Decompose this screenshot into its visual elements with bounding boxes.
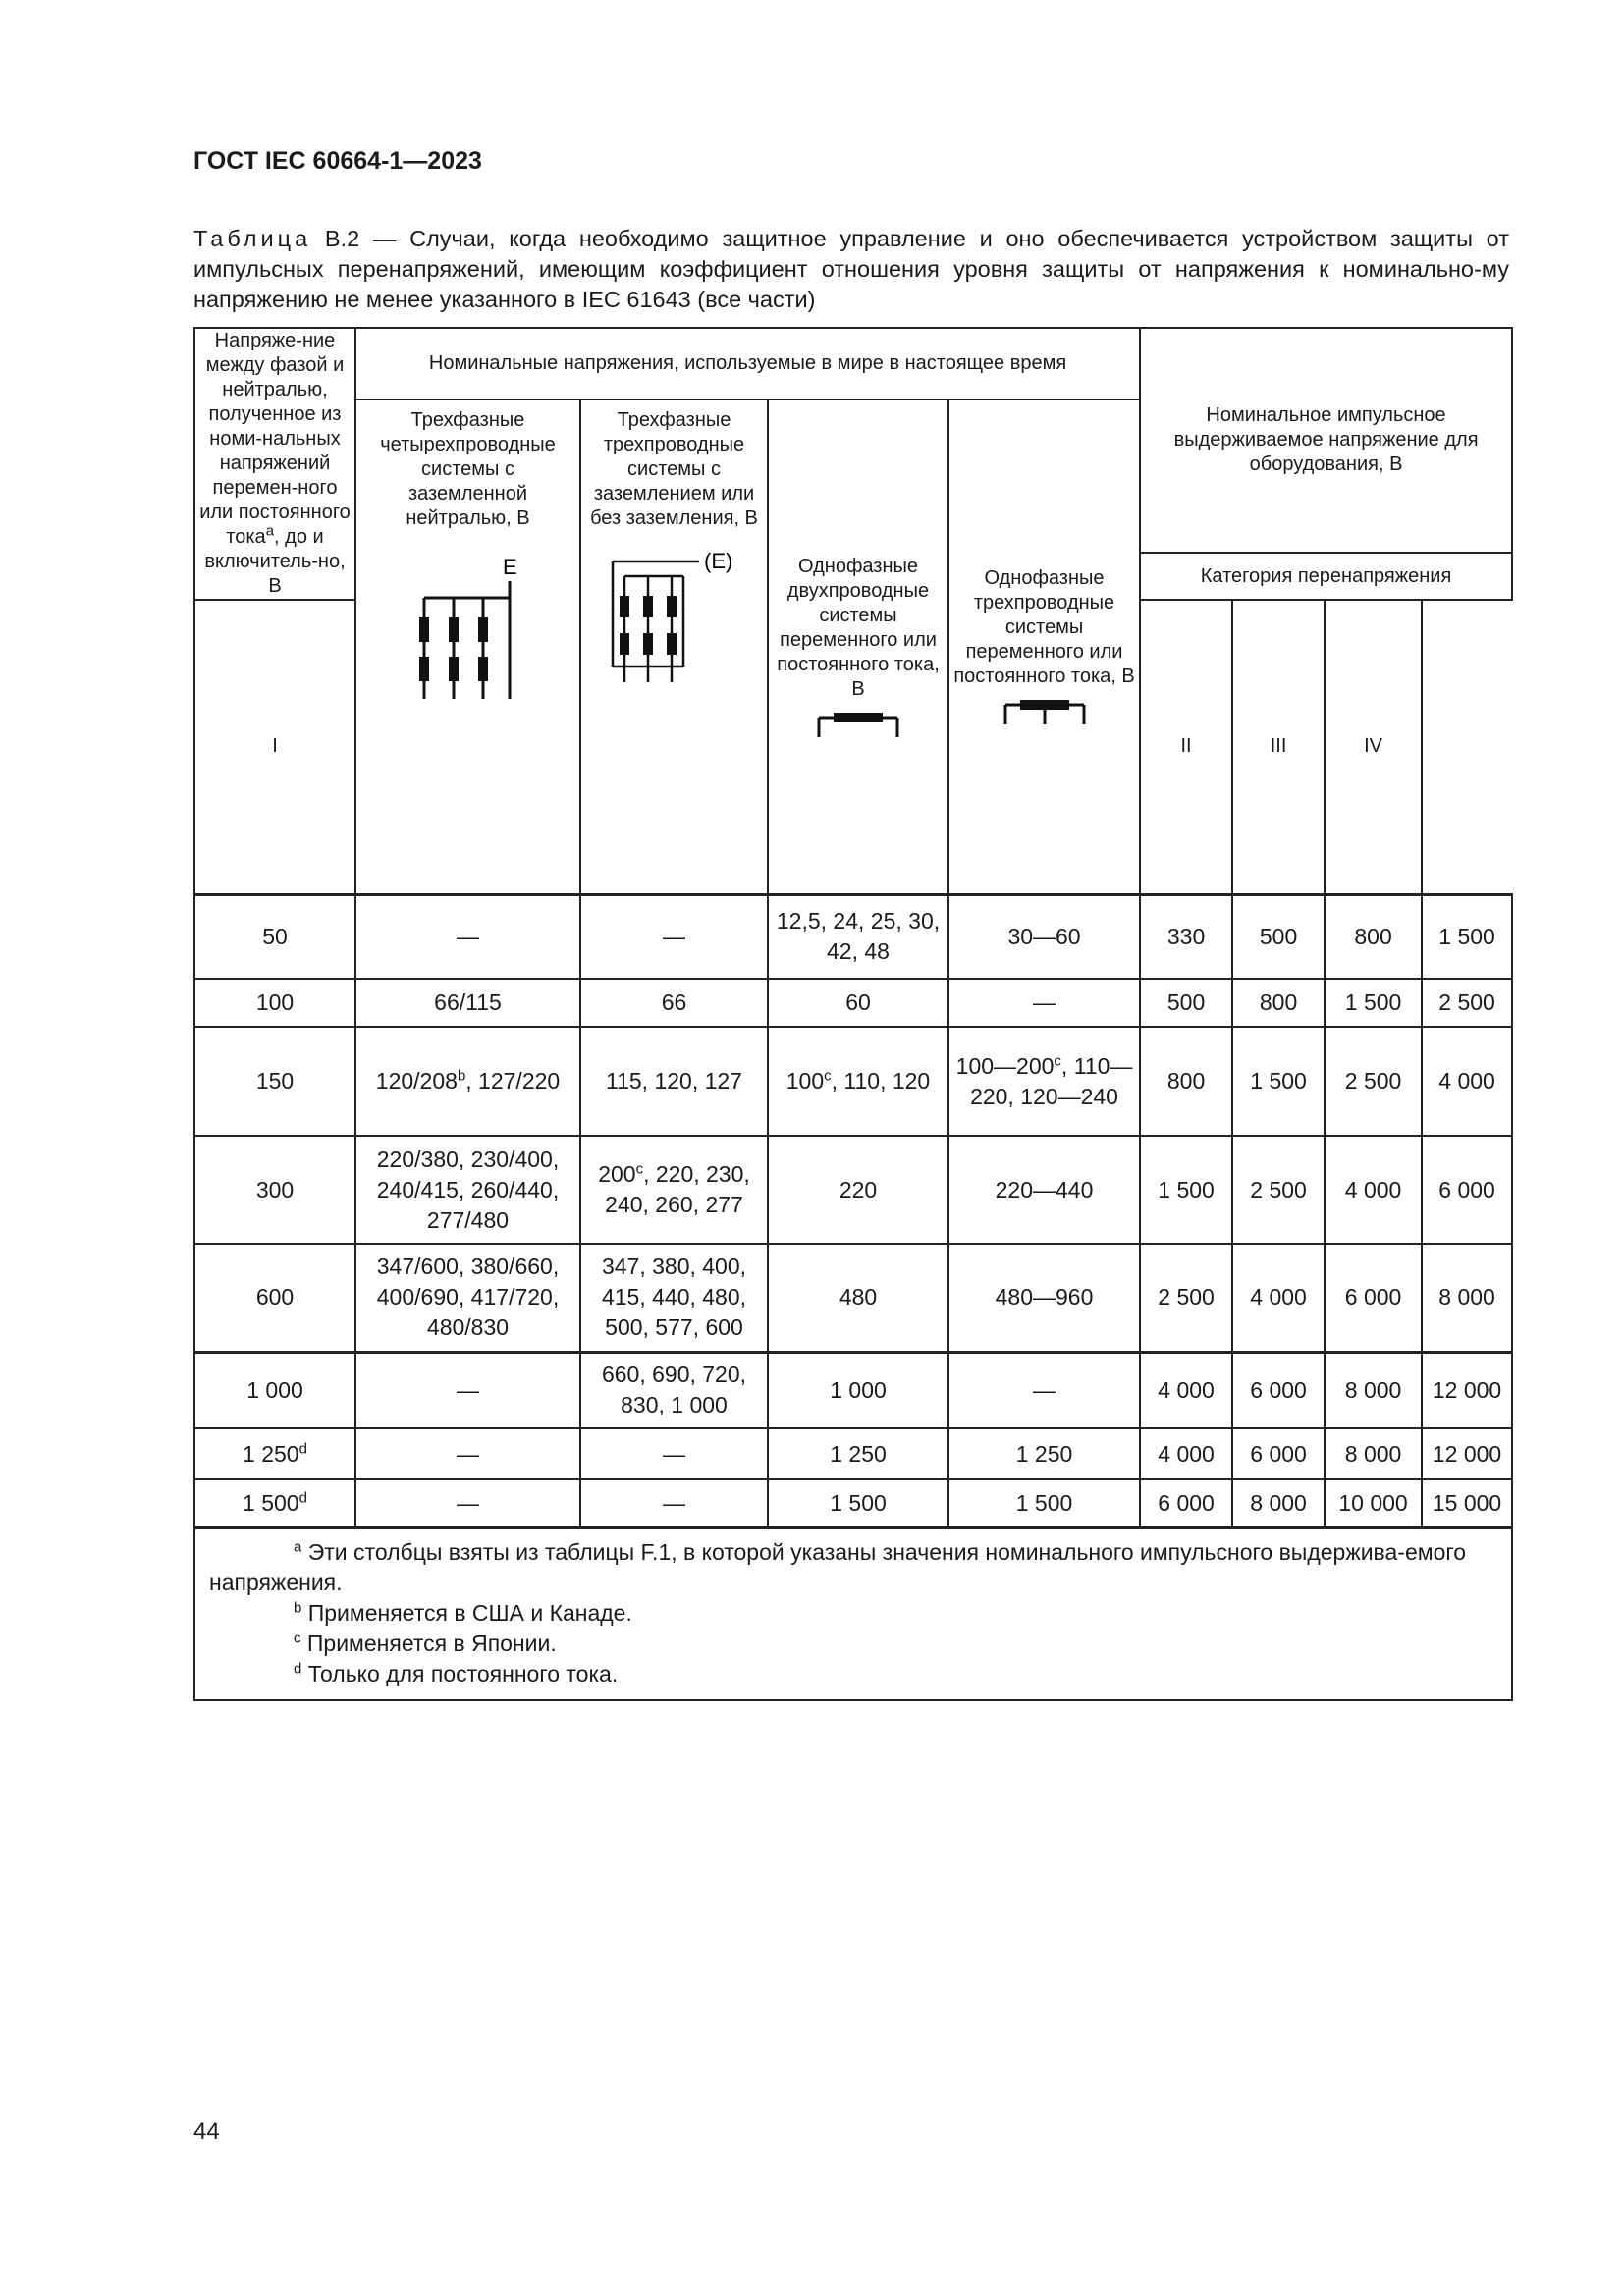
single-phase-2wire-diagram (814, 708, 902, 739)
cell-single-phase-2wire: 220 (768, 1136, 948, 1244)
cell-cat-II: 8 000 (1232, 1479, 1325, 1527)
cell-three-phase-4wire: — (355, 1352, 580, 1428)
cell-single-phase-3wire: 100—200$^c$, 110—220, 120—240 (948, 1027, 1140, 1136)
header-three-phase-4wire (355, 400, 580, 894)
cell-cat-III: 10 000 (1325, 1479, 1422, 1527)
table-row (194, 979, 1512, 1027)
table-row (194, 1479, 1512, 1527)
cell-cat-II: 4 000 (1232, 1244, 1325, 1352)
note-d: $^d$ Только для постоянного тока. (294, 1659, 619, 1686)
cell-three-phase-4wire: 120/208$^b$, 127/220 (355, 1027, 580, 1136)
page-number: 44 (193, 2118, 220, 2145)
cell-voltage: 100 (194, 979, 355, 1027)
cell-three-phase-3wire: — (580, 894, 768, 979)
cell-cat-I: 800 (1140, 1027, 1232, 1136)
three-phase-3wire-diagram (601, 537, 748, 684)
cell-cat-IV: 4 000 (1422, 1027, 1512, 1136)
cell-voltage: 1 500$^d$ (194, 1479, 355, 1527)
cell-voltage: 1 250$^d$ (194, 1428, 355, 1479)
cell-three-phase-4wire: — (355, 1479, 580, 1527)
cell-cat-II: 2 500 (1232, 1136, 1325, 1244)
cell-single-phase-3wire: 1 500 (948, 1479, 1140, 1527)
cell-cat-III: 8 000 (1325, 1428, 1422, 1479)
header-cat-I: I (194, 600, 355, 894)
cell-cat-III: 800 (1325, 894, 1422, 979)
header-single-phase-2wire (768, 400, 948, 894)
header-voltage: Напряже-ние между фазой и нейтралью, полученное из номи-нальных напряжений перемен-ного или постоянного тока$^a$, до и включитель-но, В (194, 328, 355, 600)
header-cat-III: III (1232, 600, 1325, 894)
cell-cat-IV: 2 500 (1422, 979, 1512, 1027)
cell-cat-IV: 1 500 (1422, 894, 1512, 979)
table-row (194, 894, 1512, 979)
cell-three-phase-3wire: 200$^c$, 220, 230, 240, 260, 277 (580, 1136, 768, 1244)
cell-cat-IV: 12 000 (1422, 1352, 1512, 1428)
cell-cat-IV: 12 000 (1422, 1428, 1512, 1479)
cell-voltage: 50 (194, 894, 355, 979)
table-row (194, 1136, 1512, 1244)
data-table (193, 327, 1513, 1701)
cell-three-phase-4wire: 347/600, 380/660, 400/690, 417/720, 480/830 (355, 1244, 580, 1352)
header-category: Категория перенапряжения (1140, 553, 1512, 600)
diagram-e-label: E (502, 555, 517, 579)
cell-cat-II: 6 000 (1232, 1352, 1325, 1428)
cell-cat-II: 500 (1232, 894, 1325, 979)
cell-three-phase-3wire: — (580, 1479, 768, 1527)
cell-voltage: 600 (194, 1244, 355, 1352)
cell-three-phase-3wire: 660, 690, 720, 830, 1 000 (580, 1352, 768, 1428)
cell-cat-III: 1 500 (1325, 979, 1422, 1027)
cell-voltage: 300 (194, 1136, 355, 1244)
cell-cat-IV: 15 000 (1422, 1479, 1512, 1527)
header-three-phase-4wire-label: Трехфазные четырехпроводные системы с заземленной нейтралью, В (380, 409, 556, 529)
header-single-phase-3wire-label: Однофазные трехпроводные системы переменного или постоянного тока, В (953, 567, 1135, 688)
cell-cat-I: 6 000 (1140, 1479, 1232, 1527)
notes-row (194, 1527, 1512, 1700)
cell-cat-IV: 6 000 (1422, 1136, 1512, 1244)
table-row (194, 1428, 1512, 1479)
cell-cat-II: 800 (1232, 979, 1325, 1027)
note-c: $^c$ Применяется в Японии. (294, 1629, 557, 1656)
table-row (194, 1244, 1512, 1352)
header-single-phase-3wire (948, 400, 1140, 894)
diagram-e-paren-label: (E) (703, 549, 732, 573)
note-b: $^b$ Применяется в США и Канаде. (294, 1598, 632, 1626)
table-caption (193, 224, 1509, 315)
cell-cat-IV: 8 000 (1422, 1244, 1512, 1352)
cell-three-phase-4wire: — (355, 1428, 580, 1479)
cell-single-phase-3wire: 220—440 (948, 1136, 1140, 1244)
cell-single-phase-2wire: 1 250 (768, 1428, 948, 1479)
cell-cat-III: 6 000 (1325, 1244, 1422, 1352)
cell-three-phase-3wire: — (580, 1428, 768, 1479)
cell-single-phase-2wire: 1 000 (768, 1352, 948, 1428)
cell-three-phase-4wire: — (355, 894, 580, 979)
cell-cat-I: 1 500 (1140, 1136, 1232, 1244)
header-three-phase-3wire-label: Трехфазные трехпроводные системы с заземлением или без заземления, В (590, 409, 758, 529)
cell-single-phase-2wire: 480 (768, 1244, 948, 1352)
cell-cat-III: 2 500 (1325, 1027, 1422, 1136)
cell-cat-II: 6 000 (1232, 1428, 1325, 1479)
cell-cat-I: 500 (1140, 979, 1232, 1027)
cell-single-phase-2wire: 100$^c$, 110, 120 (768, 1027, 948, 1136)
header-impulse-group: Номинальное импульсное выдерживаемое напряжение для оборудования, В (1140, 328, 1512, 553)
cell-single-phase-3wire: 30—60 (948, 894, 1140, 979)
table-row (194, 1352, 1512, 1428)
cell-three-phase-3wire: 347, 380, 400, 415, 440, 480, 500, 577, 600 (580, 1244, 768, 1352)
table-row (194, 1027, 1512, 1136)
cell-single-phase-3wire: — (948, 1352, 1140, 1428)
header-three-phase-3wire (580, 400, 768, 894)
cell-cat-I: 2 500 (1140, 1244, 1232, 1352)
header-single-phase-2wire-label: Однофазные двухпроводные системы переменного или постоянного тока, В (777, 555, 940, 700)
cell-cat-III: 4 000 (1325, 1136, 1422, 1244)
table-notes (194, 1527, 1512, 1700)
three-phase-4wire-diagram (405, 537, 532, 699)
cell-three-phase-4wire: 220/380, 230/400, 240/415, 260/440, 277/480 (355, 1136, 580, 1244)
cell-single-phase-2wire: 1 500 (768, 1479, 948, 1527)
cell-single-phase-2wire: 60 (768, 979, 948, 1027)
cell-single-phase-3wire: 480—960 (948, 1244, 1140, 1352)
cell-cat-I: 4 000 (1140, 1428, 1232, 1479)
cell-single-phase-2wire: 12,5, 24, 25, 30, 42, 48 (768, 894, 948, 979)
caption-label: Таблица (193, 226, 312, 251)
note-a: $^a$ Эти столбцы взяты из таблицы F.1, в которой указаны значения номинального импульсного выдержива-емого напряжения. (209, 1537, 1467, 1595)
cell-three-phase-3wire: 115, 120, 127 (580, 1027, 768, 1136)
single-phase-3wire-diagram (1001, 695, 1089, 726)
header-cat-II: II (1140, 600, 1232, 894)
cell-cat-II: 1 500 (1232, 1027, 1325, 1136)
cell-voltage: 1 000 (194, 1352, 355, 1428)
cell-cat-III: 8 000 (1325, 1352, 1422, 1428)
cell-single-phase-3wire: 1 250 (948, 1428, 1140, 1479)
cell-single-phase-3wire: — (948, 979, 1140, 1027)
document-header: ГОСТ IEC 60664-1—2023 (193, 147, 482, 175)
caption-text: В.2 — Случаи, когда необходимо защитное управление и оно обеспечивается устройством защиты от импульсных перенапряжений, имеющим коэффициент отношения уровня защиты от напряжения к номинально-му напряжению не менее указанного в IEC 61643 (все части) (193, 226, 1509, 312)
cell-cat-I: 330 (1140, 894, 1232, 979)
cell-three-phase-4wire: 66/115 (355, 979, 580, 1027)
cell-cat-I: 4 000 (1140, 1352, 1232, 1428)
header-nominal-group: Номинальные напряжения, используемые в мире в настоящее время (355, 328, 1140, 400)
cell-three-phase-3wire: 66 (580, 979, 768, 1027)
header-cat-IV: IV (1325, 600, 1422, 894)
cell-voltage: 150 (194, 1027, 355, 1136)
